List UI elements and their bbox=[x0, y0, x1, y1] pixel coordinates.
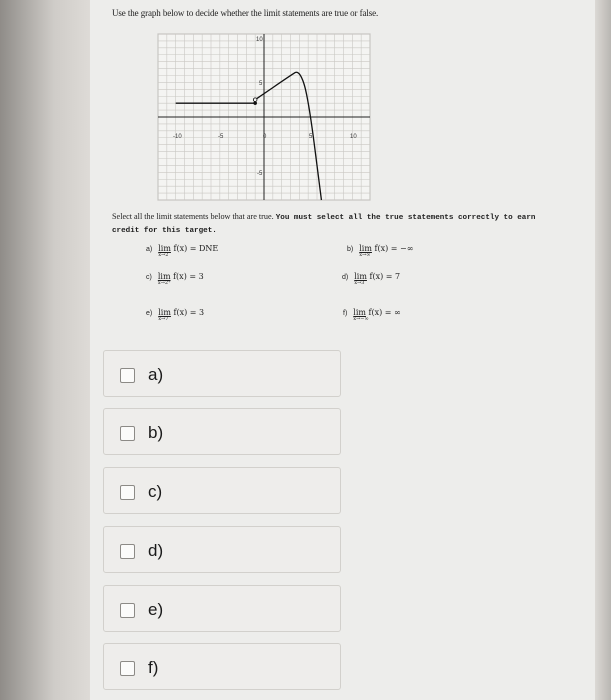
checkbox-d[interactable] bbox=[120, 544, 135, 559]
checkbox-e[interactable] bbox=[120, 603, 135, 618]
option-label-f: f) bbox=[148, 658, 159, 677]
page-shadow-right bbox=[595, 0, 611, 700]
tick-label-x-neg5: -5 bbox=[218, 134, 224, 140]
option-b[interactable] bbox=[103, 408, 341, 455]
statement-expression: f(x) = 7 bbox=[369, 272, 401, 281]
tick-label-x-0: 0 bbox=[263, 134, 267, 140]
checkbox-b[interactable] bbox=[120, 426, 135, 441]
statement-expression: f(x) = 3 bbox=[173, 272, 204, 281]
statement-expression: f(x) = −∞ bbox=[374, 244, 414, 253]
statement-expression: f(x) = 3 bbox=[173, 308, 205, 317]
lim-symbol: lim x→7 bbox=[158, 308, 171, 322]
tick-label-y-10: 10 bbox=[256, 37, 263, 43]
tick-label-x-5: 5 bbox=[309, 134, 313, 140]
statement-b bbox=[347, 244, 414, 258]
option-label-e: e) bbox=[148, 600, 164, 619]
lim-subscript: x→7 bbox=[158, 316, 169, 322]
option-label-b: b) bbox=[148, 423, 164, 442]
select-instructions bbox=[112, 211, 562, 237]
tick-label-y-5: 5 bbox=[259, 81, 263, 87]
checkbox-c[interactable] bbox=[120, 485, 135, 500]
page-shadow-left bbox=[0, 0, 90, 700]
lim-symbol: lim x→−∞ bbox=[353, 308, 369, 322]
select-text-plain: Select all the limit statements below that are true. bbox=[112, 212, 274, 221]
statement-expression: f(x) = ∞ bbox=[368, 308, 401, 317]
statement-f bbox=[343, 308, 401, 322]
statement-e bbox=[146, 308, 205, 322]
lim-symbol: lim x→2⁺ bbox=[157, 272, 171, 286]
statement-d bbox=[342, 272, 401, 286]
statement-c bbox=[146, 272, 204, 286]
lim-symbol: lim x→3 bbox=[354, 272, 367, 286]
option-e[interactable] bbox=[103, 585, 341, 632]
lim-subscript: x→2⁺ bbox=[157, 280, 171, 286]
statement-label: a) bbox=[146, 246, 153, 253]
checkbox-f[interactable] bbox=[120, 661, 135, 676]
statement-label: d) bbox=[342, 274, 349, 281]
open-endpoint bbox=[253, 98, 257, 102]
lim-subscript: x→∞ bbox=[359, 252, 371, 258]
option-label-a: a) bbox=[148, 365, 164, 384]
statement-label: e) bbox=[146, 310, 153, 317]
lim-subscript: x→−∞ bbox=[353, 316, 369, 322]
instruction-text: Use the graph below to decide whether the limit statements are true or false. bbox=[112, 8, 379, 18]
statement-expression: f(x) = DNE bbox=[173, 244, 219, 253]
lim-subscript: x→2 bbox=[158, 252, 169, 258]
select-text-bold: You must select all the true statements correctly to earn credit for this target. bbox=[112, 214, 536, 235]
statement-a bbox=[146, 244, 219, 258]
option-d[interactable] bbox=[103, 526, 341, 573]
statement-label: f) bbox=[343, 310, 348, 317]
checkbox-a[interactable] bbox=[120, 368, 135, 383]
function-graph bbox=[150, 30, 375, 205]
option-f[interactable] bbox=[103, 643, 341, 690]
tick-label-x-10: 10 bbox=[350, 134, 357, 140]
option-c[interactable] bbox=[103, 467, 341, 514]
statement-label: c) bbox=[146, 274, 152, 281]
lim-subscript: x→3 bbox=[354, 280, 365, 286]
tick-label-x-neg10: -10 bbox=[173, 134, 182, 140]
lim-symbol: lim x→∞ bbox=[359, 244, 372, 258]
option-a[interactable] bbox=[103, 350, 341, 397]
tick-label-y-neg5: -5 bbox=[257, 171, 263, 177]
option-label-d: d) bbox=[148, 541, 164, 560]
lim-symbol: lim x→2 bbox=[158, 244, 171, 258]
option-label-c: c) bbox=[148, 482, 163, 501]
statement-label: b) bbox=[347, 246, 354, 253]
